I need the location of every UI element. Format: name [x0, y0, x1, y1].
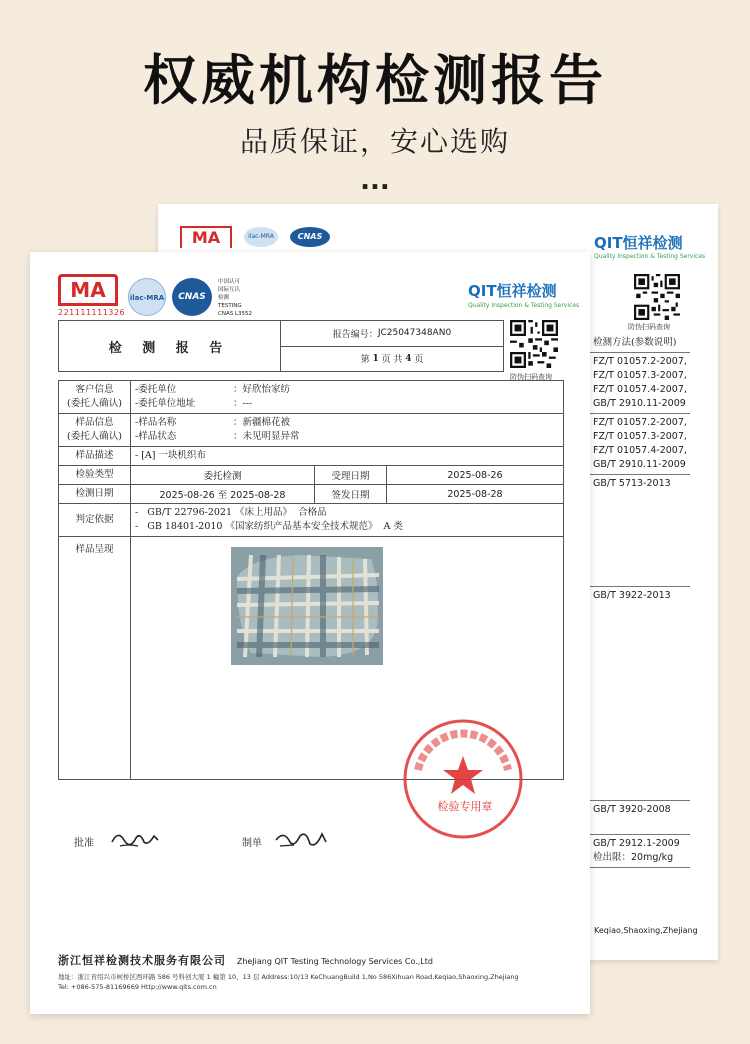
plaid-quilt-image — [231, 547, 383, 665]
back-logos — [180, 226, 330, 248]
test-type-label: 检验类型 — [59, 466, 131, 484]
page-total: 4 — [405, 353, 412, 364]
stamp-label: 检验专用章 — [437, 800, 493, 813]
qit-tagline: Quality Inspection & Testing Services — [468, 302, 580, 309]
basis-content — [131, 504, 563, 536]
company-name-en: ZheJiang QIT Testing Technology Services Co.,Ltd — [236, 957, 433, 966]
company-tel: Tel: +086-575-81169669 Http://www.qits.com.cn — [58, 983, 217, 991]
sample-present-label: 样品呈现 — [59, 537, 131, 779]
client-address-value: ：--- — [233, 398, 253, 409]
client-name-key: -委托单位 — [135, 384, 177, 395]
prepare-label: 制单 — [242, 838, 262, 849]
back-footer: Keqiao,Shaoxing,Zhejiang — [594, 926, 698, 935]
method-cell: GB/T 2912.1-2009 检出限：20mg/kg — [590, 835, 690, 868]
method-cell: GB/T 3922-2013 — [590, 587, 690, 801]
ellipsis: ... — [360, 166, 390, 196]
method-cell: FZ/T 01057.2-2007, FZ/T 01057.3-2007, FZ/T 01057.4-2007, GB/T 2910.11-2009 — [590, 414, 690, 475]
back-qit-brand: QIT恒祥检测 — [594, 234, 683, 252]
report-number: JC25047348AN0 — [377, 328, 452, 339]
back-ilac-logo: ilac-MRA — [244, 227, 278, 247]
sample-name-key: -样品名称 — [135, 417, 177, 428]
table-row — [59, 504, 563, 537]
method-column — [590, 334, 690, 868]
page-headline: 权威机构检测报告 — [143, 49, 607, 112]
page-info-suffix: 页 — [411, 355, 424, 366]
company-address: 地址：浙江省绍兴市柯桥区西环路 586 号科创大厦 1 幢第 10、13 层 Address:10/13 KeChuangBuild 1,No 586Xihuan Road,Keqiao,Shaoxing,Zhejiang — [58, 973, 519, 981]
preparer-signature-icon — [274, 828, 328, 850]
issue-date-label: 签发日期 — [315, 485, 387, 503]
report-meta — [281, 321, 503, 371]
qit-logo — [468, 280, 579, 309]
method-cell: GB/T 5713-2013 — [590, 475, 690, 587]
sample-name-value: ：新疆棉花被 — [233, 417, 291, 428]
back-cnas-logo: CNAS — [290, 227, 330, 247]
back-qit-logo — [594, 232, 705, 260]
company-name-cn: 浙江恒祥检测技术服务有限公司 — [58, 954, 226, 967]
report-number-label: 报告编号： — [332, 329, 378, 340]
ilac-mra-logo: ilac-MRA — [128, 278, 166, 316]
sample-state-key: -样品状态 — [135, 431, 177, 442]
cma-number: 221111111326 — [58, 308, 126, 317]
table-row — [59, 466, 563, 485]
table-row — [59, 414, 563, 447]
sample-info-content — [131, 414, 563, 446]
front-report-page — [30, 252, 590, 1014]
page-subline: 品质保证，安心选购 — [239, 125, 510, 158]
sample-photo — [231, 547, 383, 665]
basis-line: - GB/T 22796-2021 《床上用品》 合格品 — [135, 507, 327, 518]
sample-desc-value: - [A] 一块机织布 — [135, 450, 207, 461]
back-ma-logo: MA — [180, 226, 232, 248]
stamp-seal-icon — [398, 714, 528, 844]
test-date-value: 2025-08-26 至 2025-08-28 — [131, 485, 315, 503]
basis-label: 判定依据 — [59, 504, 131, 536]
client-address-key: -委托单位地址 — [135, 398, 196, 409]
accept-date-label: 受理日期 — [315, 466, 387, 484]
table-row — [59, 485, 563, 504]
page-current: 1 — [372, 353, 379, 364]
sample-state-value: ：未见明显异常 — [233, 431, 300, 442]
qit-brand: QIT恒祥检测 — [468, 282, 557, 300]
approver-signature-icon — [110, 828, 160, 850]
cma-mark: MA — [58, 274, 118, 306]
cma-logo — [58, 274, 126, 317]
back-qit-tagline: Quality Inspection & Testing Services — [594, 253, 706, 260]
company-name-row — [58, 952, 578, 968]
method-cell: GB/T 3920-2008 — [590, 801, 690, 835]
report-title-box — [58, 320, 504, 372]
report-title: 检 测 报 告 — [59, 321, 281, 371]
qr-code-icon — [510, 320, 558, 368]
page-info-row — [281, 347, 503, 372]
test-date-label: 检测日期 — [59, 485, 131, 503]
cnas-caption: 中国认可 国际互认 检测 TESTING CNAS L3552 — [218, 279, 253, 317]
table-row — [59, 447, 563, 466]
accept-date-value: 2025-08-26 — [447, 469, 503, 481]
company-contact — [58, 972, 578, 992]
page-info-prefix: 第 — [360, 355, 373, 366]
test-type-value: 委托检测 — [131, 466, 315, 484]
back-qr-code-icon — [634, 274, 680, 320]
method-cell: FZ/T 01057.2-2007, FZ/T 01057.3-2007, FZ/T 01057.4-2007, GB/T 2910.11-2009 — [590, 353, 690, 414]
issue-date-value: 2025-08-28 — [447, 488, 503, 500]
client-name-value: ：好欣怡家纺 — [233, 384, 291, 395]
table-row — [59, 381, 563, 414]
qr-caption: 防伪扫码查询 — [510, 373, 552, 381]
client-info-label: 客户信息 (委托人确认) — [59, 381, 131, 413]
page-info-mid: 页 共 — [378, 355, 406, 366]
official-stamp — [398, 714, 528, 844]
sample-desc-label: 样品描述 — [59, 447, 131, 465]
cnas-logo: CNAS — [172, 278, 212, 316]
client-info-content — [131, 381, 563, 413]
sample-info-label: 样品信息 (委托人确认) — [59, 414, 131, 446]
approve-label: 批准 — [74, 838, 94, 849]
back-qr-caption: 防伪扫码查询 — [628, 323, 670, 331]
basis-line: - GB 18401-2010 《国家纺织产品基本安全技术规范》 A 类 — [135, 521, 403, 532]
report-number-row — [281, 321, 503, 347]
method-header: 检测方法(参数说明) — [590, 334, 690, 353]
